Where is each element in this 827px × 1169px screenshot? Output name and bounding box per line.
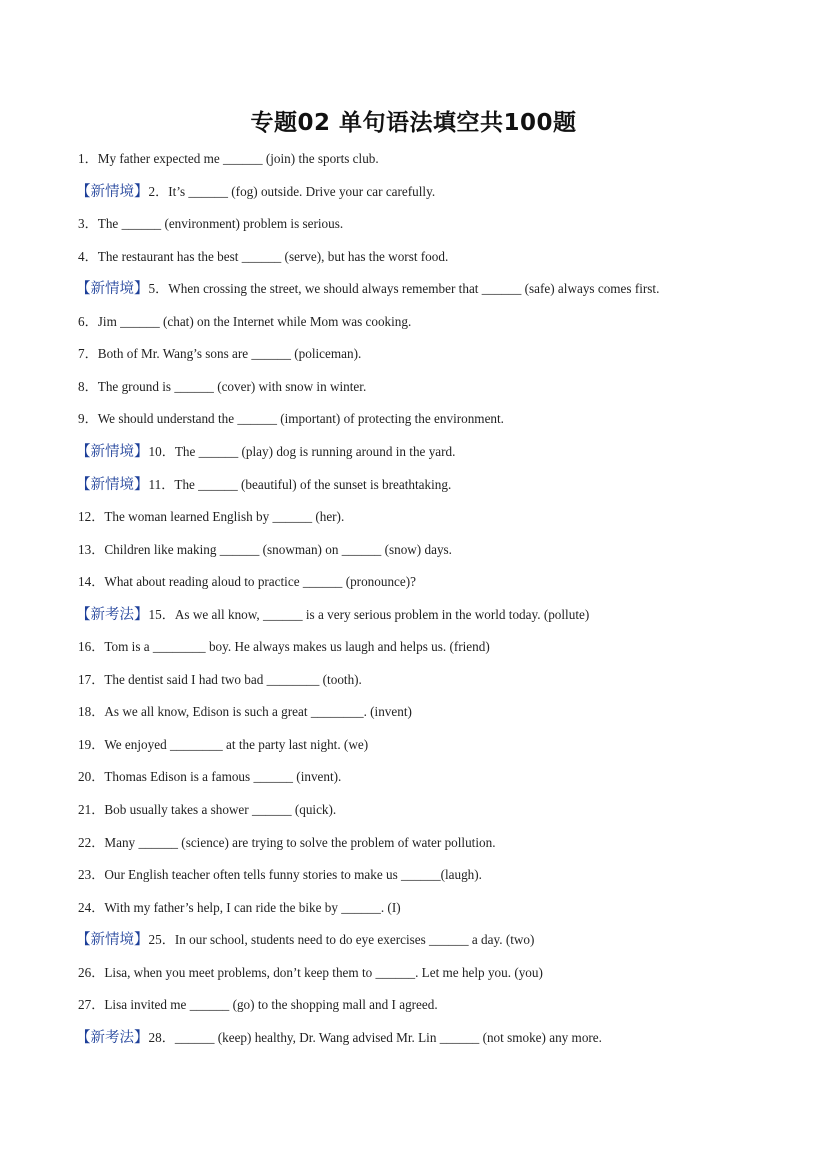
question-item <box>76 602 589 628</box>
question-text: 15．As we all know, ______ is a very serious problem in the world today. (pollute) <box>148 606 590 622</box>
question-text: 25．In our school, students need to do eye exercises ______ a day. (two) <box>148 932 535 948</box>
question-item <box>76 276 659 302</box>
question-item <box>76 1025 602 1051</box>
question-item <box>78 699 412 725</box>
page-title: 专题02 单句语法填空共100题 <box>250 110 577 136</box>
question-item <box>78 211 343 237</box>
question-text: 16．Tom is a ________ boy. He always makes us laugh and helps us. (friend) <box>78 639 490 655</box>
question-text: 14．What about reading aloud to practice ______ (pronounce)? <box>78 574 416 590</box>
question-tag: 【新情境】 <box>76 183 149 200</box>
question-item <box>78 146 379 172</box>
question-text: 21．Bob usually takes a shower ______ (quick). <box>78 802 337 817</box>
question-tag: 【新考法】 <box>76 1029 149 1046</box>
question-item <box>78 862 482 888</box>
question-text: 7．Both of Mr. Wang’s sons are ______ (policeman). <box>78 346 362 362</box>
question-item <box>78 309 411 335</box>
question-text: 19．We enjoyed ________ at the party last night. (we) <box>78 736 369 752</box>
question-item <box>78 992 438 1018</box>
question-item <box>78 667 362 693</box>
question-text: 24．With my father’s help, I can ride the bike by ______. (I) <box>78 899 401 915</box>
question-text: 9．We should understand the ______ (important) of protecting the environment. <box>78 411 504 427</box>
question-item <box>78 569 416 595</box>
question-item <box>78 764 341 790</box>
question-item <box>78 244 448 270</box>
question-text: 27．Lisa invited me ______ (go) to the shopping mall and I agreed. <box>78 997 438 1013</box>
question-text: 8．The ground is ______ (cover) with snow in winter. <box>78 378 367 394</box>
question-text: 20．Thomas Edison is a famous ______ (invent). <box>78 769 342 785</box>
question-text: 6．Jim ______ (chat) on the Internet while Mom was cooking. <box>78 313 412 329</box>
question-text: 11．The ______ (beautiful) of the sunset is breathtaking. <box>148 476 452 492</box>
question-text: 18．As we all know, Edison is such a great ________. (invent) <box>78 704 412 720</box>
question-item <box>76 472 451 498</box>
question-text: 28．______ (keep) healthy, Dr. Wang advised Mr. Lin ______ (not smoke) any more. <box>148 1029 602 1045</box>
question-item <box>76 439 455 465</box>
question-tag: 【新情境】 <box>76 281 149 298</box>
question-tag: 【新情境】 <box>76 476 149 493</box>
question-item <box>78 341 361 367</box>
question-item <box>78 830 496 856</box>
question-text: 12．The woman learned English by ______ (her). <box>78 509 345 525</box>
question-item <box>78 504 344 530</box>
question-item <box>78 406 504 432</box>
question-text: 3．The ______ (environment) problem is serious. <box>78 216 344 232</box>
question-text: 1．My father expected me ______ (join) the sports club. <box>78 151 379 166</box>
question-item <box>78 374 366 400</box>
question-item <box>78 634 490 660</box>
question-text: 17．The dentist said I had two bad ________ (tooth). <box>78 671 362 687</box>
question-text: 22．Many ______ (science) are trying to solve the problem of water pollution. <box>78 834 496 850</box>
question-item <box>78 895 401 921</box>
question-item <box>78 732 368 758</box>
question-item <box>78 960 543 986</box>
question-text: 26．Lisa, when you meet problems, don’t keep them to ______. Let me help you. (you) <box>78 964 543 980</box>
question-text: 5．When crossing the street, we should always remember that ______ (safe) always comes first. <box>148 281 660 297</box>
question-item <box>76 179 435 205</box>
question-tag: 【新情境】 <box>76 443 149 460</box>
question-text: 10．The ______ (play) dog is running around in the yard. <box>148 443 456 459</box>
question-text: 23．Our English teacher often tells funny stories to make us ______(laugh). <box>78 867 482 883</box>
question-text: 13．Children like making ______ (snowman) on ______ (snow) days. <box>78 541 452 557</box>
question-tag: 【新考法】 <box>76 606 149 623</box>
question-text: 2．It’s ______ (fog) outside. Drive your car carefully. <box>148 183 436 199</box>
question-item <box>78 797 336 823</box>
question-text: 4．The restaurant has the best ______ (serve), but has the worst food. <box>78 248 449 264</box>
question-tag: 【新情境】 <box>76 932 149 949</box>
question-item <box>78 537 452 563</box>
question-item <box>76 927 534 953</box>
